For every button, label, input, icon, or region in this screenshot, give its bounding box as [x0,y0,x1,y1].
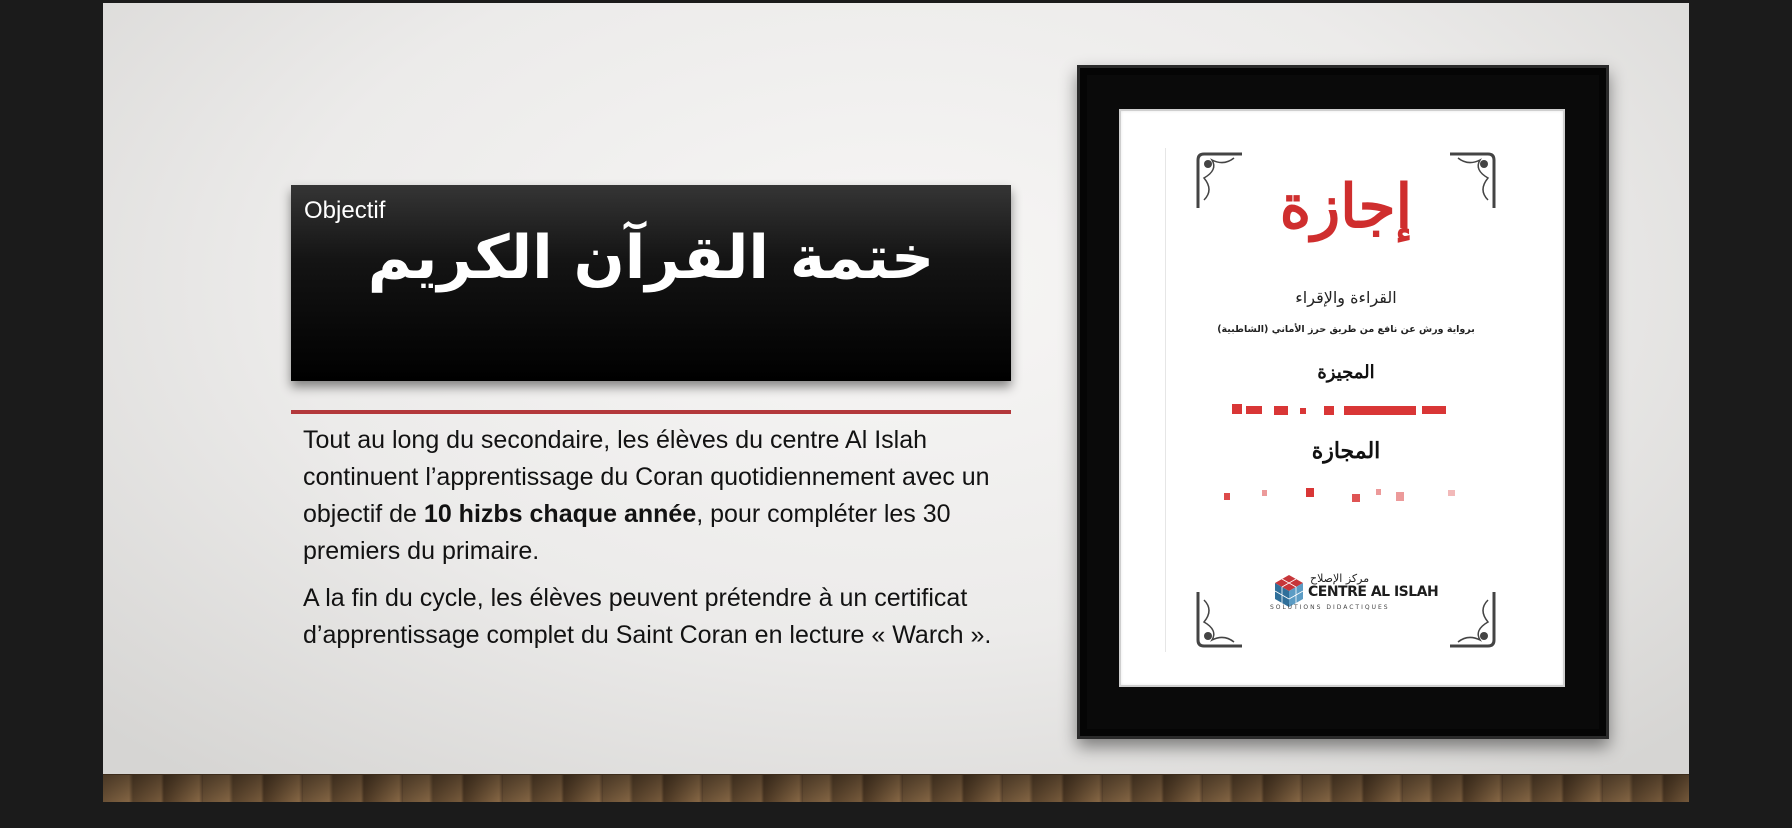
redacted-name [1376,489,1381,495]
paragraph-2: A la fin du cycle, les élèves peuvent prétendre à un certificat d’apprentissage complet du Saint Coran en lecture « Warch ». [303,584,992,649]
wood-floor [103,774,1689,802]
redacted-name [1396,492,1404,501]
centre-al-islah-logo [1266,568,1441,618]
redacted-name [1262,490,1267,496]
frame-mat [1119,109,1565,687]
redacted-name [1232,404,1242,414]
redacted-name [1274,406,1288,415]
grantee-label: المجازة [1311,438,1381,464]
logo-name: CENTRE AL ISLAH [1308,584,1439,600]
p1-end: , pour compléter les 30 premiers du primaire. [303,500,951,565]
certificate-subtitle: القراءة والإقراء [1295,288,1397,307]
redacted-name [1306,488,1314,497]
logo-arabic: مركز الإصلاح [1310,572,1370,585]
redacted-name [1352,494,1360,502]
redacted-name [1224,493,1230,500]
certificate-frame [1077,65,1609,739]
certificate [1165,148,1526,652]
corner-ornament-icon [1446,588,1498,650]
corner-ornament-icon [1194,588,1246,650]
title-banner [291,185,1011,381]
slide [103,3,1689,802]
body-text [303,422,1013,664]
arabic-title: ختمة القرآن الكريم [367,223,935,293]
p1-start: Tout au long du secondaire, les élèves du centre Al Islah continuent l’apprentissage du Coran quotidiennement avec un objectif de [303,426,990,528]
redacted-name [1300,408,1306,414]
redacted-name [1246,406,1262,414]
divider-line [291,410,1011,414]
paragraph-1 [303,422,1013,570]
redacted-name [1422,406,1446,414]
objective-label: Objectif [304,197,386,224]
p1-emphasis: 10 hizbs chaque année [423,500,697,528]
redacted-name [1448,490,1455,496]
recipient-label: المجيزة [1317,362,1375,383]
redacted-name [1344,406,1416,415]
certificate-heading: إجازة [1279,172,1413,242]
certificate-narration: برواية ورش عن نافع من طريق حرز الأماني (الشاطبية) [1217,324,1475,335]
cube-logo-icon [1274,574,1304,608]
redacted-name [1324,406,1334,415]
logo-tagline: SOLUTIONS DIDACTIQUES [1270,604,1390,611]
